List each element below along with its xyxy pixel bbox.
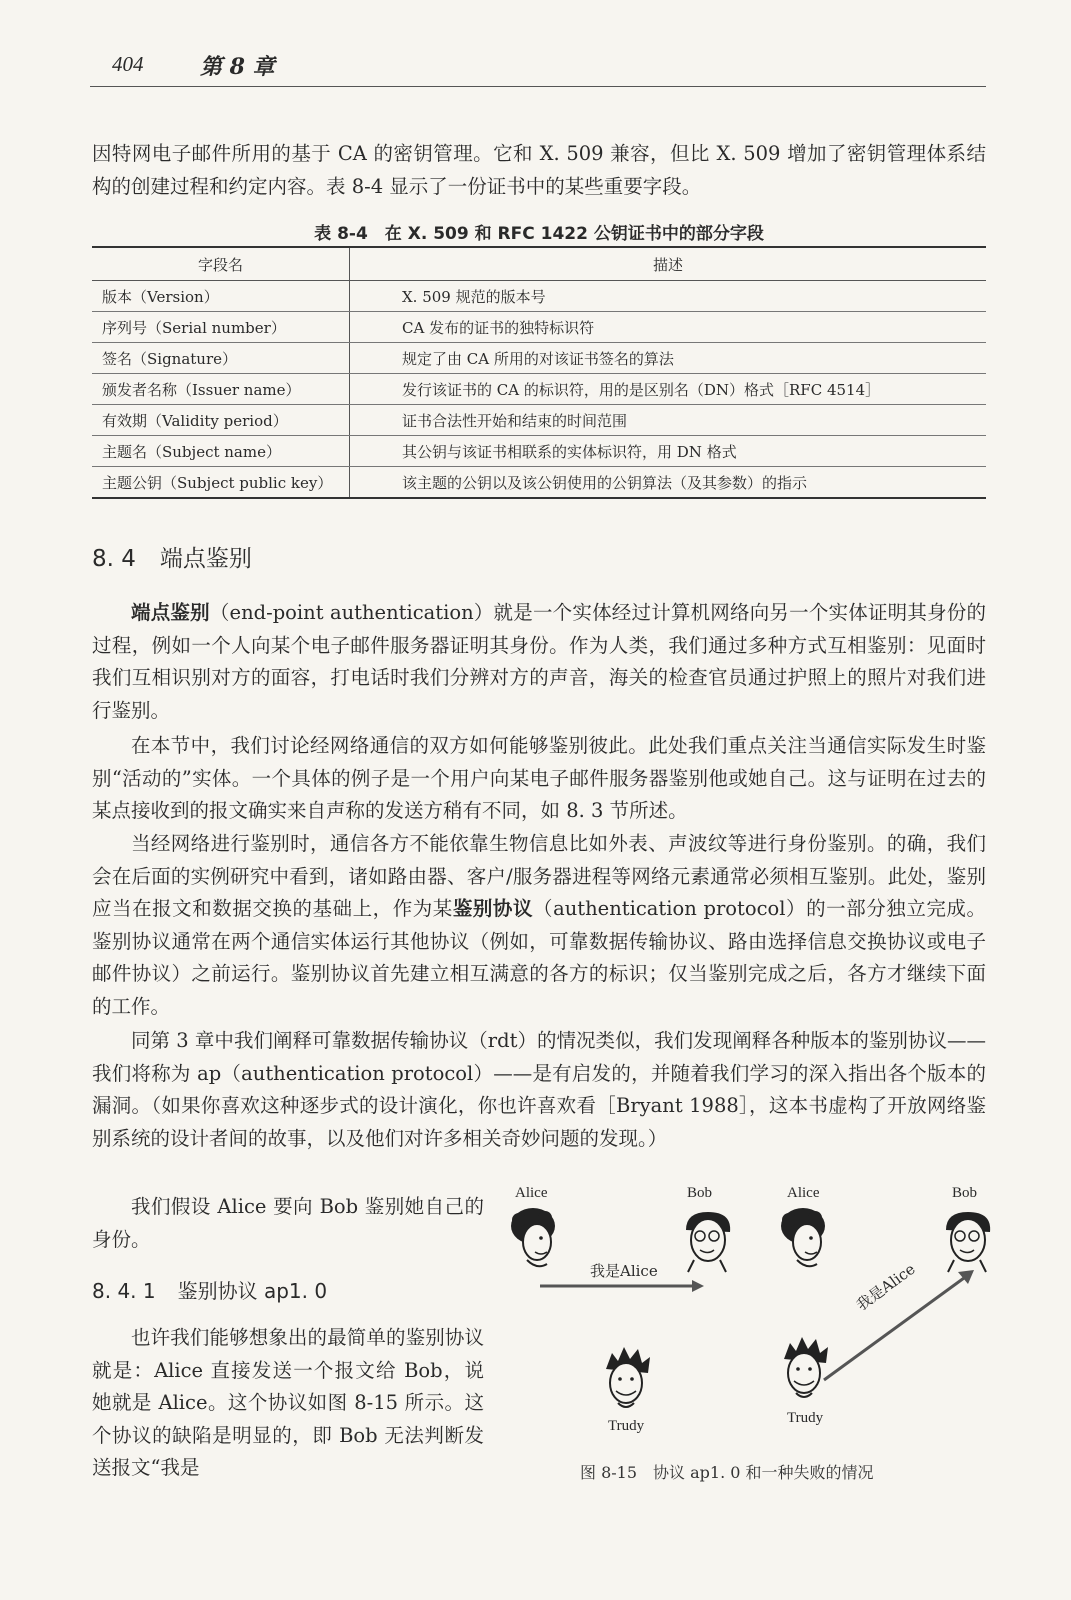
table-row [92,374,986,405]
figure-8-15 [500,1180,1000,1500]
field-description-cell: 发行该证书的 CA 的标识符，用的是区别名（DN）格式［RFC 4514］ [350,374,987,405]
field-name-cell: 序列号（Serial number） [92,312,350,343]
table-row [92,467,986,499]
table-row [92,405,986,436]
field-description-cell: CA 发布的证书的独特标识符 [350,312,987,343]
alice-left-figure [505,1206,565,1276]
subsection-number: 8. 4. 1 [92,1279,156,1303]
chapter-label: 第 8 章 [200,54,275,80]
section-heading [92,540,252,573]
table-caption: 表 8-4 在 X. 509 和 RFC 1422 公钥证书中的部分字段 [314,224,764,244]
term-endpoint-authentication: 端点鉴别 [131,601,210,624]
field-name-cell: 有效期（Validity period） [92,405,350,436]
column-header-description: 描述 [350,247,987,281]
table-header-row [92,247,986,281]
field-description-cell: 其公钥与该证书相联系的实体标识符，用 DN 格式 [350,436,987,467]
label-bob-right: Bob [952,1185,978,1201]
table-row [92,281,986,312]
section-number: 8. 4 [92,546,136,572]
message-arrow-left [540,1278,705,1294]
column-header-field: 字段名 [92,247,350,281]
field-name-cell: 主题公钥（Subject public key） [92,467,350,499]
field-description-cell: X. 509 规范的版本号 [350,281,987,312]
message-label-left: 我是Alice [590,1262,658,1280]
intro-paragraph: 因特网电子邮件所用的基于 CA 的密钥管理。它和 X. 509 兼容，但比 X. 509 增加了密钥管理体系结构的创建过程和约定内容。表 8-4 显示了一份证书中的某些重要字段。 [92,142,986,198]
subsection-heading [92,1275,327,1304]
paragraph-live-entities: 在本节中，我们讨论经网络通信的双方如何能够鉴别彼此。此处我们重点关注当通信实际发生时鉴别“活动的”实体。一个具体的例子是一个用户向某电子邮件服务器鉴别他或她自己。这与证明在过去的某点接收到的报文确实来自声称的发送方稍有不同，如 8. 3 节所述。 [92,734,986,822]
page-header [90,48,986,87]
paragraph-ap1-protocol: 也许我们能够想象出的最简单的鉴别协议就是：Alice 直接发送一个报文给 Bob，说她就是 Alice。这个协议如图 8-15 所示。这个协议的缺陷是明显的，即 Bob 无法判断发送报文“我是 [92,1326,484,1479]
trudy-left-figure [600,1345,656,1420]
trudy-right-figure [778,1335,834,1410]
term-authentication-protocol: 鉴别协议 [452,897,534,920]
field-name-cell: 版本（Version） [92,281,350,312]
paragraph-alice-bob: 我们假设 Alice 要向 Bob 鉴别她自己的身份。 [92,1195,484,1251]
table-row [92,312,986,343]
paragraph-ap-versions: 同第 3 章中我们阐释可靠数据传输协议（rdt）的情况类似，我们发现阐释各种版本的鉴别协议——我们将称为 ap（authentication protocol）——是有启发的，并随着我们学习的深入指出各个版本的漏洞。（如果你喜欢这种逐步式的设计演化，你也许喜欢看［Bryant 1988］，这本书虚构了开放网络鉴别系统的设计者间的故事，以及他们对许多相关奇妙问题的发现。） [92,1029,986,1150]
paragraph-network-authentication [92,828,986,1023]
table-row [92,343,986,374]
subsection-title: 鉴别协议 ap1. 0 [177,1279,328,1303]
field-name-cell: 签名（Signature） [92,343,350,374]
paragraph-text: 当经网络进行鉴别时，通信各方不能依靠生物信息比如外表、声波纹等进行身份鉴别。的确，我们会在后面的实例研究中看到，诸如路由器、客户/服务器进程等网络元素通常必须相互鉴别。此处，鉴别应当在报文和数据交换的基础上，作为某 [92,832,986,920]
label-trudy-right: Trudy [787,1410,824,1426]
paragraph-endpoint-definition [92,597,986,727]
field-description-cell: 该主题的公钥以及该公钥使用的公钥算法（及其参数）的指示 [350,467,987,499]
label-bob-left: Bob [687,1185,713,1201]
certificate-fields-table [92,246,986,499]
section-title: 端点鉴别 [159,546,252,572]
message-label-right: 我是Alice [853,1259,919,1315]
paragraph-text: （end-point authentication）就是一个实体经过计算机网络向另一个实体证明其身份的过程，例如一个人向某个电子邮件服务器证明其身份。作为人类，我们通过多种方式互相鉴别：见面时我们互相识别对方的面容，打电话时我们分辨对方的声音，海关的检查官员通过护照上的照片对我们进行鉴别。 [92,601,986,722]
label-trudy-left: Trudy [608,1418,645,1434]
paragraph-text: （authentication protocol）的一部分独立完成。鉴别协议通常在两个通信实体运行其他协议（例如，可靠数据传输协议、路由选择信息交换协议或电子邮件协议）之前运行。鉴别协议首先建立相互满意的各方的标识；仅当鉴别完成之后，各方才继续下面的工作。 [92,897,986,1018]
label-alice-left: Alice [515,1185,548,1201]
field-name-cell: 颁发者名称（Issuer name） [92,374,350,405]
field-description-cell: 规定了由 CA 所用的对该证书签名的算法 [350,343,987,374]
label-alice-right: Alice [787,1185,820,1201]
page-number: 404 [112,52,144,76]
bob-left-figure [680,1208,736,1278]
figure-caption: 图 8-15 协议 ap1. 0 和一种失败的情况 [580,1463,874,1482]
field-name-cell: 主题名（Subject name） [92,436,350,467]
table-row [92,436,986,467]
field-description-cell: 证书合法性开始和结束的时间范围 [350,405,987,436]
